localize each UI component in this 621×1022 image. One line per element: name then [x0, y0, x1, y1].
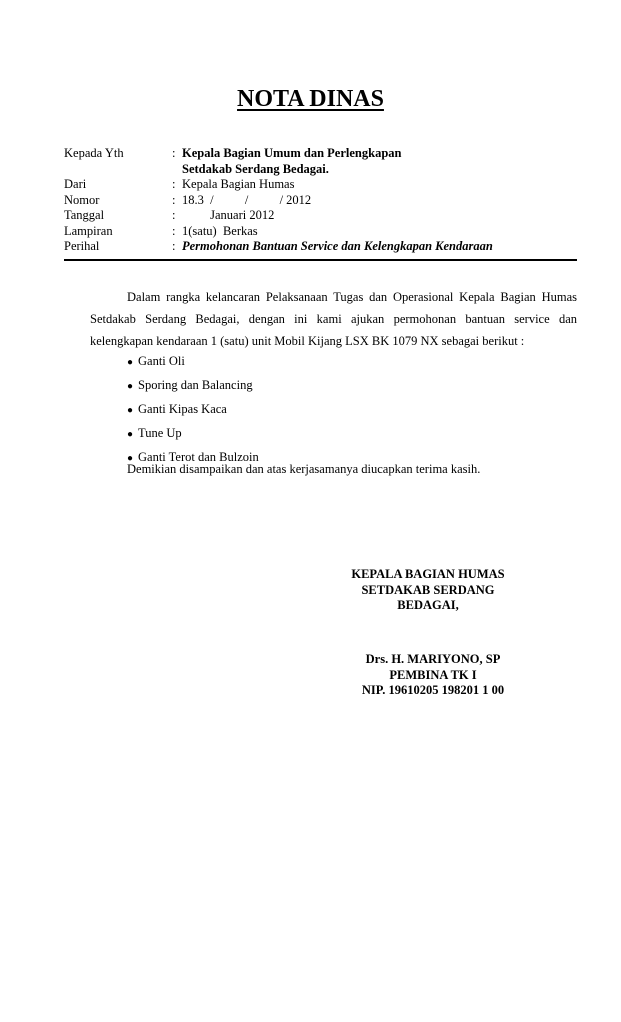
list-item: [127, 374, 259, 398]
signatory-nip: NIP. 19610205 198201 1 00: [361, 683, 505, 697]
signature-position-line1: KEPALA BAGIAN HUMAS: [351, 567, 505, 581]
list-item-text: Ganti Oli: [138, 354, 185, 368]
header-divider: [64, 259, 577, 261]
header-row-date: [64, 208, 493, 224]
header-colon: :: [172, 208, 176, 222]
signature-position: [330, 567, 526, 614]
body-paragraph: Dalam rangka kelancaran Pelaksanaan Tugas dan Operasional Kepala Bagian Humas Setdakab Serdang Bedagai, dengan ini kami ajukan permohonan bantuan service dan kelengkapan kendaraan 1 (satu) unit Mobil Kijang LSX BK 1079 NX sebagai berikut :: [90, 290, 577, 348]
header-colon: :: [172, 239, 176, 253]
header-label: Tanggal: [64, 208, 105, 222]
list-item: [127, 350, 259, 374]
header-row-attachment: [64, 224, 493, 240]
header-label: Nomor: [64, 192, 100, 207]
header-value: 1(satu) Berkas: [182, 223, 258, 238]
header-value: 18.3 / / / 2012: [182, 192, 312, 207]
header-colon: :: [172, 192, 176, 207]
header-label: Lampiran: [64, 223, 113, 238]
list-item-text: Tune Up: [138, 426, 182, 440]
list-item-text: Ganti Kipas Kaca: [138, 402, 227, 416]
header-colon: :: [172, 223, 176, 238]
signature-identity: [350, 652, 516, 699]
header-row-number: [64, 193, 493, 209]
header-label: Perihal: [64, 239, 100, 253]
service-items-list: [127, 350, 259, 470]
header-row-recipient-cont: [64, 162, 493, 178]
header-value: Setdakab Serdang Bedagai.: [182, 161, 329, 176]
list-item: [127, 422, 259, 446]
bullet-icon: ●: [127, 381, 134, 392]
list-item-text: Ganti Terot dan Bulzoin: [138, 450, 259, 464]
bullet-icon: ●: [127, 453, 134, 464]
header-value: Permohonan Bantuan Service dan Kelengkapan Kendaraan: [182, 239, 493, 253]
signatory-name: Drs. H. MARIYONO, SP: [365, 652, 501, 666]
header-value: Kepala Bagian Humas: [182, 177, 295, 191]
closing-sentence: Demikian disampaikan dan atas kerjasamanya diucapkan terima kasih.: [127, 462, 481, 476]
list-item: [127, 398, 259, 422]
header-label: Kepada Yth: [64, 146, 124, 160]
header-label: Dari: [64, 177, 87, 191]
header-colon: :: [172, 177, 176, 191]
bullet-icon: ●: [127, 405, 134, 416]
bullet-icon: ●: [127, 357, 134, 368]
header-row-from: [64, 177, 493, 193]
header-row-subject: [64, 239, 493, 255]
header-row-recipient: [64, 146, 493, 162]
signature-position-line2: SETDAKAB SERDANG BEDAGAI,: [361, 582, 495, 612]
bullet-icon: ●: [127, 429, 134, 440]
document-title: [0, 84, 621, 114]
header-value: Kepala Bagian Umum dan Perlengkapan: [182, 146, 402, 160]
document-title-text: NOTA DINAS: [237, 86, 384, 112]
header-colon: :: [172, 146, 176, 160]
list-item-text: Sporing dan Balancing: [138, 378, 253, 392]
signatory-rank: PEMBINA TK I: [389, 667, 477, 682]
memo-header: [64, 146, 493, 255]
header-value: Januari 2012: [182, 208, 275, 222]
